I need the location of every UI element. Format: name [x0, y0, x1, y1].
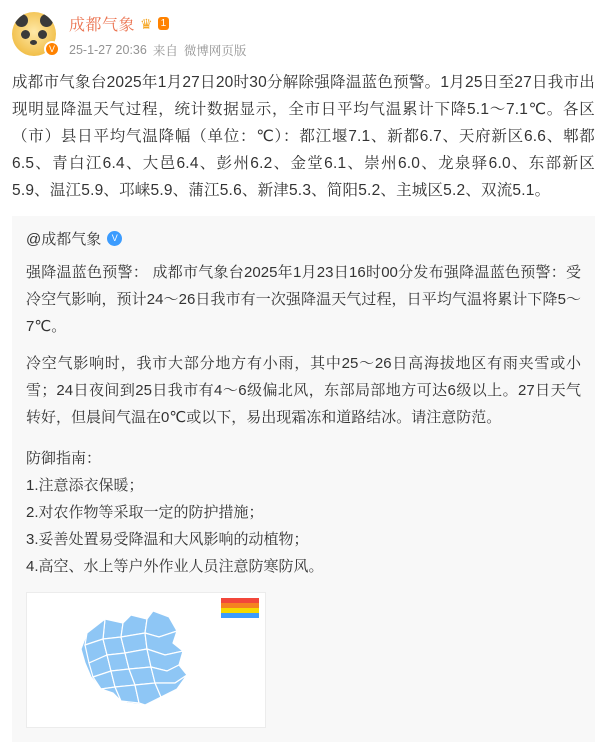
spacer	[26, 431, 581, 445]
avatar-ear-left	[15, 14, 28, 27]
user-name-row	[69, 12, 595, 35]
post-header	[12, 10, 595, 59]
avatar-ear-right	[40, 14, 53, 27]
guide-item-1: 1.注意添衣保暖；	[26, 477, 144, 494]
verified-badge-icon: V	[44, 41, 60, 57]
guide-item-4: 4.高空、水上等户外作业人员注意防寒防风。	[26, 558, 324, 575]
avatar-eye-left	[21, 30, 30, 39]
quoted-user-name[interactable]: @成都气象	[26, 231, 102, 248]
post-content: 成都市气象台2025年1月27日20时30分解除强降温蓝色预警。1月25日至27日我市出现明显降温天气过程，统计数据显示，全市日平均气温累计下降5.1～7.1℃。各区（市）县日平均气温降幅（单位：℃）：都江堰7.1、新都6.7、天府新区6.6、郫都6.5、青白江6.4、大邑6.4、彭州6.2、金堂6.1、崇州6.0、龙泉驿6.0、东部新区5.9、温江5.9、邛崃5.9、蒲江5.6、新津5.3、简阳5.2、主城区5.2、双流5.1。	[12, 74, 595, 199]
post-source-link[interactable]: 微博网页版	[183, 44, 247, 58]
verified-badge-blue-icon: V	[107, 231, 122, 246]
post-timestamp: 25-1-27 20:36	[69, 43, 147, 57]
quoted-paragraph-1: 强降温蓝色预警： 成都市气象台2025年1月23日16时00分发布强降温蓝色预警：受冷空气影响，预计24～26日我市有一次强降温天气过程，日平均气温将累计下降5～7℃。	[26, 264, 581, 335]
avatar-eye-right	[38, 30, 47, 39]
weather-warning-map[interactable]	[26, 592, 266, 728]
level-badge: 1	[158, 17, 170, 30]
post-meta	[69, 10, 595, 59]
guide-item-3: 3.妥善处置易受降温和大风影响的动植物；	[26, 531, 309, 548]
quoted-post-header	[26, 228, 581, 249]
crown-icon: ♛	[140, 15, 153, 32]
avatar-nose	[30, 40, 37, 45]
guide-item-2: 2.对农作物等采取一定的防护措施；	[26, 504, 264, 521]
quoted-post[interactable]	[12, 216, 595, 742]
legend-color-blue	[221, 613, 259, 618]
avatar[interactable]	[12, 10, 60, 58]
user-name[interactable]: 成都气象	[69, 17, 136, 34]
map-legend	[221, 598, 259, 618]
post-source-prefix: 来自	[152, 44, 178, 58]
quoted-paragraph-2: 冷空气影响时，我市大部分地方有小雨，其中25～26日高海拔地区有雨夹雪或小雪；24日夜间到25日我市有4～6级偏北风，东部局部地方可达6级以上。27日天气转好，但晨间气温在0℃或以下，易出现霜冻和道路结冰。请注意防范。	[26, 355, 581, 426]
post-submeta	[69, 41, 595, 59]
guide-title: 防御指南：	[26, 450, 102, 467]
